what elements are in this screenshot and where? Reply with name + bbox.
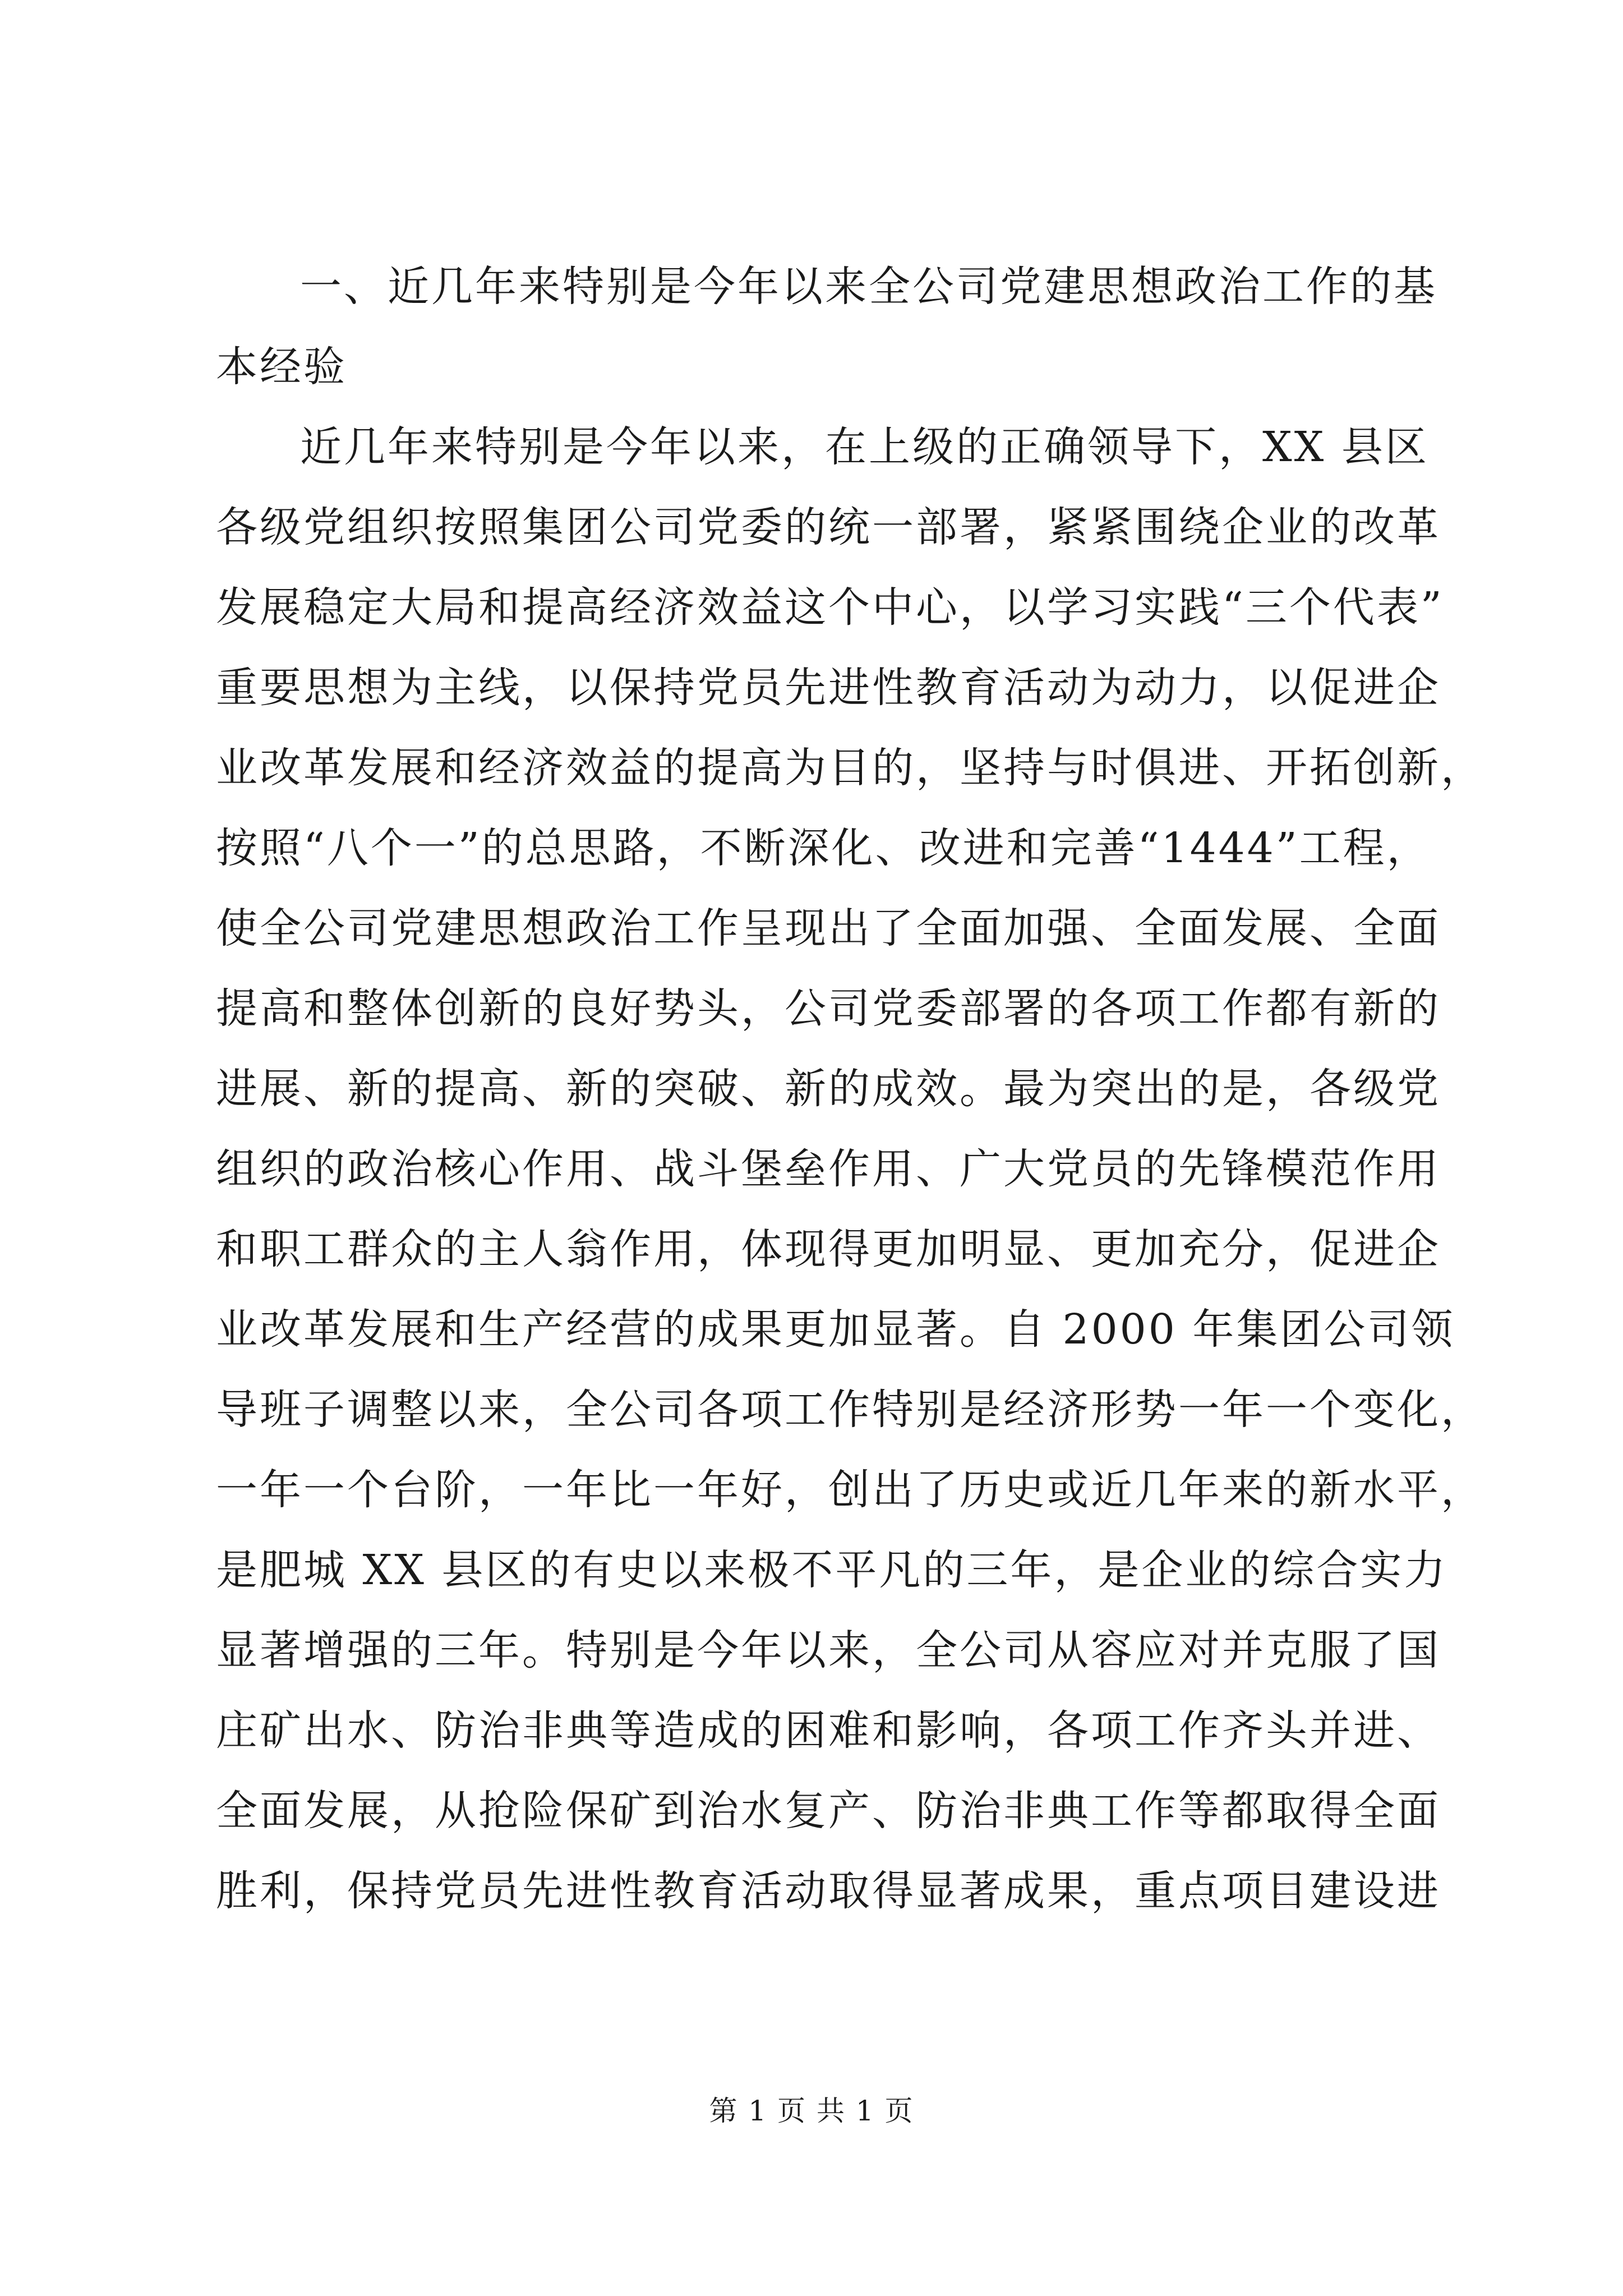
paragraph-line: 按照“八个一”的总思路，不断深化、改进和完善“1444”工程， [216,824,1431,872]
paragraph-line: 发展稳定大局和提高经济效益这个中心，以学习实践“三个代表” [216,583,1444,632]
paragraph-line: 和职工群众的主人翁作用，体现得更加明显、更加充分，促进企 [216,1225,1441,1273]
paragraph-line: 一年一个台阶，一年比一年好，创出了历史或近几年来的新水平， [216,1466,1484,1514]
paragraph-line: 庄矿出水、防治非典等造成的困难和影响，各项工作齐头并进、 [216,1706,1441,1755]
paragraph-line: 组织的政治核心作用、战斗堡垒作用、广大党员的先锋模范作用 [216,1145,1441,1193]
paragraph-line: 是肥城 XX 县区的有史以来极不平凡的三年，是企业的综合实力 [216,1546,1448,1594]
page-number-footer: 第 1 页 共 1 页 [709,2095,914,2127]
paragraph-line: 业改革发展和生产经营的成果更加显著。自 2000 年集团公司领 [216,1305,1455,1354]
paragraph-line: 进展、新的提高、新的突破、新的成效。最为突出的是，各级党 [216,1065,1441,1113]
paragraph-line: 全面发展，从抢险保矿到治水复产、防治非典工作等都取得全面 [216,1787,1441,1835]
paragraph-line: 提高和整体创新的良好势头，公司党委部署的各项工作都有新的 [216,984,1441,1033]
document-body [216,247,1484,1931]
paragraph-line: 导班子调整以来，全公司各项工作特别是经济形势一年一个变化， [216,1386,1484,1434]
paragraph-line: 各级党组织按照集团公司党委的统一部署，紧紧围绕企业的改革 [216,503,1441,551]
paragraph-line: 胜利，保持党员先进性教育活动取得显著成果，重点项目建设进 [216,1867,1441,1915]
paragraph-line: 使全公司党建思想政治工作呈现出了全面加强、全面发展、全面 [216,904,1441,953]
section-heading-line: 本经验 [216,343,347,391]
paragraph-line: 业改革发展和经济效益的提高为目的，坚持与时俱进、开拓创新， [216,744,1484,792]
section-heading-line: 一、近几年来特别是今年以来全公司党建思想政治工作的基 [300,263,1437,311]
paragraph-line: 近几年来特别是今年以来，在上级的正确领导下，XX 县区 [300,423,1429,471]
paragraph-line: 显著增强的三年。特别是今年以来，全公司从容应对并克服了国 [216,1626,1441,1674]
paragraph-line: 重要思想为主线，以保持党员先进性教育活动为动力，以促进企 [216,664,1441,712]
